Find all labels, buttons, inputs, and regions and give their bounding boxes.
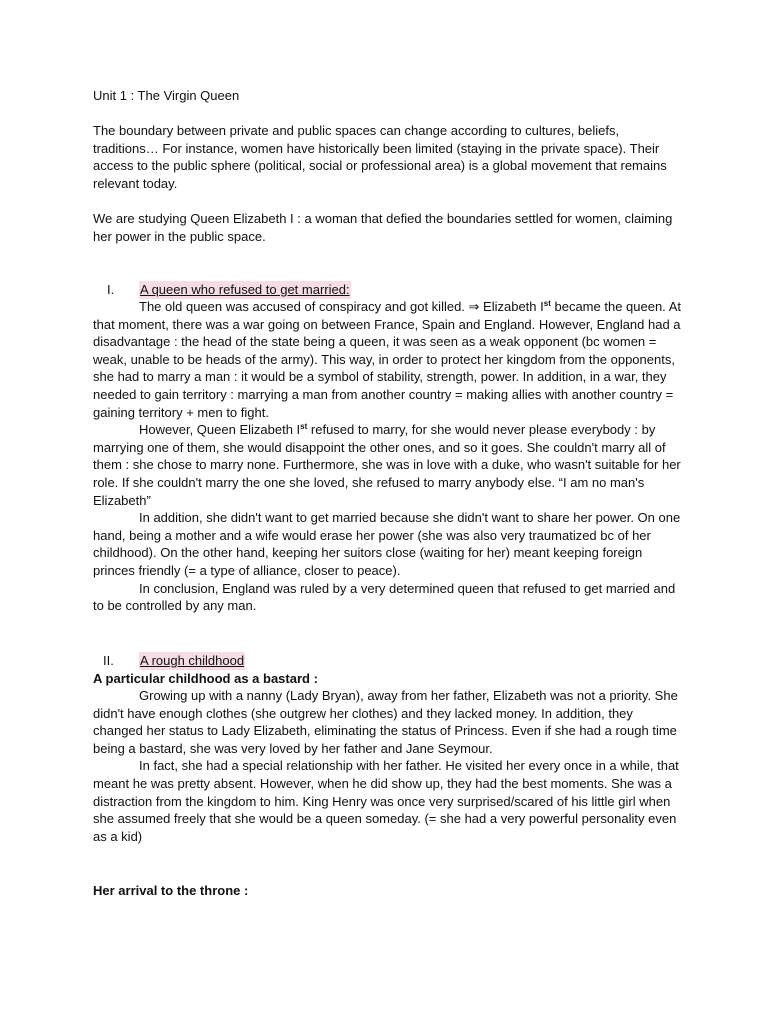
section-2-paragraph-2: In fact, she had a special relationship with her father. He visited her every once in a while, that meant he was pretty absent. However, when he did show up, they had the best moments. She was a distraction from the kingdom to him. King Henry was once very surprised/scared of his little girl when she assumed freely that she would be a queen someday. (= she had a very powerful personality even as a kid) <box>93 758 679 844</box>
section-2-paragraph-1: Growing up with a nanny (Lady Bryan), away from her father, Elizabeth was not a priority. She didn't have enough clothes (she outgrew her clothes) and they lacked money. In addition, they changed her status to Lady Elizabeth, eliminating the status of Princess. Even if she had a rough time being a bastard, she was very loved by her father and Jane Seymour. <box>93 688 678 756</box>
paragraph-text: The old queen was accused of conspiracy and got killed. ⇒ Elizabeth I <box>139 299 544 314</box>
section-2-title: A rough childhood <box>140 653 245 668</box>
section-2-numeral: II. <box>103 653 114 668</box>
section-1-numeral: I. <box>107 282 115 297</box>
section-2-subheading-2: Her arrival to the throne : <box>93 883 249 898</box>
section-1-paragraph-3: In addition, she didn't want to get married because she didn't want to share her power. On one hand, being a mother and a wife would erase her power (she was also very traumatized bc of her childhood). On the other hand, keeping her suitors close (waiting for her) meant keeping foreign princes friendly (= a type of alliance, closer to peace). <box>93 510 681 578</box>
paragraph-text: became the queen. At that moment, there was a war going on between France, Spain and England. However, England had a disadvantage : the head of the state being a queen, it was seen as a weak opponent (bc women = weak, unable to be heads of the army). This way, in order to protect her kingdom from the opponents, she had to marry a man : it would be a symbol of stability, strength, power. In addition, in a war, they needed to gain territory : marrying a man from another country = making allies with another country = gaining territory + men to fight. <box>93 299 681 420</box>
paragraph-text: However, Queen Elizabeth I <box>139 422 301 438</box>
paragraph-text: refused to marry, for she would never please everybody : by marrying one of them, she would disappoint the other ones, and so it goes. She couldn't marry all of them : she chose to marry none. Furthermore, she was in love with a duke, who wasn't suitable for her role. If she couldn't marry the one she loved, she refused to marry anybody else. “I am no man's Elizabeth” <box>93 422 681 508</box>
section-2-subheading: A particular childhood as a bastard : <box>93 671 318 686</box>
document-title: Unit 1 : The Virgin Queen <box>93 88 240 103</box>
intro-paragraph-1: The boundary between private and public spaces can change according to cultures, beliefs, traditions… For instance, women have historically been limited (staying in the private space). Their access to the public sphere (political, social or professional area) is a global movement that remains relevant today. <box>93 123 667 191</box>
intro-paragraph-2: We are studying Queen Elizabeth I : a woman that defied the boundaries settled for women, claiming her power in the public space. <box>93 211 673 244</box>
section-2-body <box>93 687 683 845</box>
section-1-body <box>93 298 683 615</box>
section-1-paragraph-2 <box>93 421 683 509</box>
section-1-title: A queen who refused to get married: <box>140 282 350 297</box>
section-1-paragraph-1 <box>93 298 683 421</box>
section-1-paragraph-4: In conclusion, England was ruled by a very determined queen that refused to get married and to be controlled by any man. <box>93 580 676 614</box>
ordinal-superscript: st <box>300 422 308 432</box>
ordinal-superscript: st <box>543 299 551 308</box>
